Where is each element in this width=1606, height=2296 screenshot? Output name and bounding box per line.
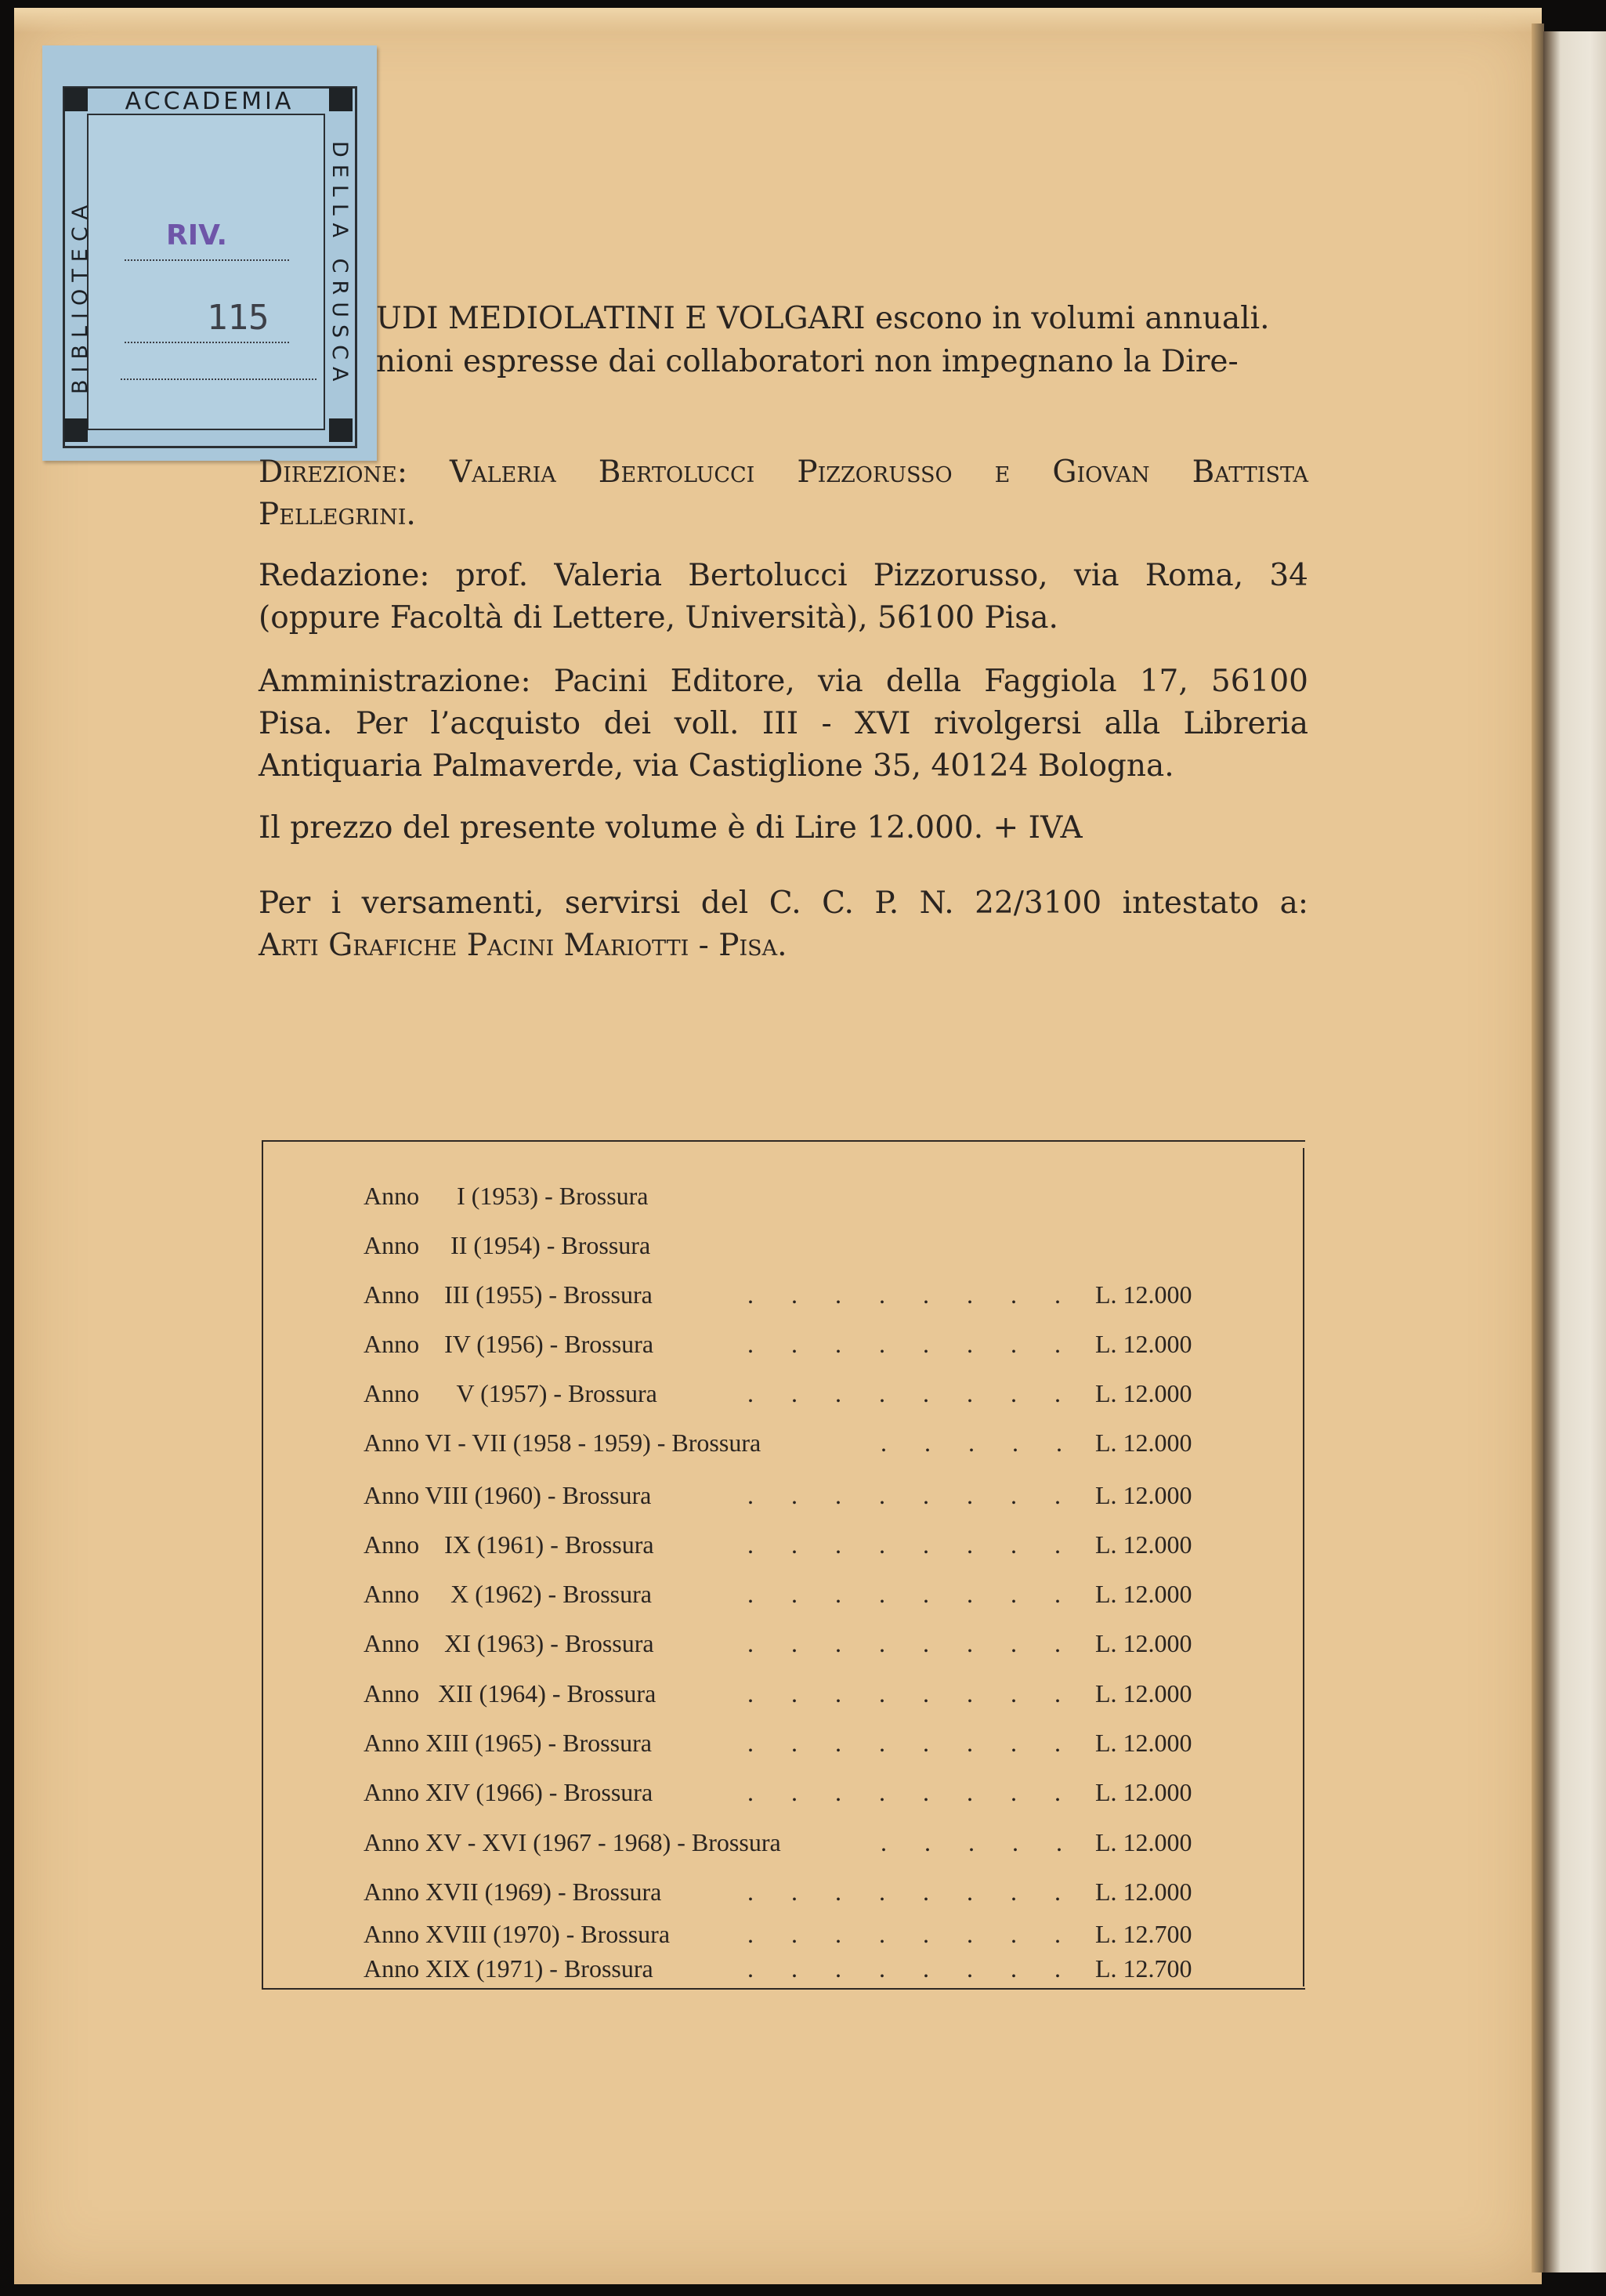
row-volume-label: Anno XII (1964) - Brossura bbox=[364, 1679, 657, 1708]
label-riv-stamp: RIV. bbox=[166, 219, 228, 252]
table-row bbox=[364, 1679, 1210, 1718]
table-row bbox=[364, 1379, 1210, 1418]
label-dotted-line bbox=[121, 378, 316, 380]
row-volume-label: Anno VIII (1960) - Brossura bbox=[364, 1481, 652, 1509]
row-leader-dots: . . . . . . . . bbox=[747, 1679, 1076, 1708]
table-row bbox=[364, 1481, 1210, 1520]
row-price: L. 12.000 bbox=[1095, 1379, 1192, 1407]
table-row bbox=[364, 1182, 1210, 1221]
intro-line-1: UDI MEDIOLATINI E VOLGARI escono in volumi annuali. bbox=[376, 301, 1270, 336]
table-row bbox=[364, 1629, 1210, 1668]
redazione-line-2: (oppure Facoltà di Lettere, Università), 56100 Pisa. bbox=[259, 600, 1058, 636]
row-volume-label: Anno XIII (1965) - Brossura bbox=[364, 1729, 652, 1757]
row-volume-label: Anno XVIII (1970) - Brossura bbox=[364, 1920, 671, 1948]
amministrazione-line-2: Pisa. Per l’acquisto dei voll. III - XVI rivolgersi alla Libreria bbox=[259, 706, 1308, 741]
row-price: L. 12.700 bbox=[1095, 1920, 1192, 1948]
row-volume-label: Anno XIV (1966) - Brossura bbox=[364, 1778, 653, 1806]
library-label bbox=[42, 45, 377, 461]
row-leader-dots: . . . . . bbox=[881, 1828, 1078, 1856]
label-dotted-line bbox=[125, 342, 289, 343]
amministrazione-line-3: Antiquaria Palmaverde, via Castiglione 35, 40124 Bologna. bbox=[259, 748, 1174, 784]
direzione-line-2: Pellegrini. bbox=[259, 497, 416, 532]
row-volume-label: Anno XVII (1969) - Brossura bbox=[364, 1878, 662, 1906]
versamenti-line-1: Per i versamenti, servirsi del C. C. P. N. 22/3100 intestato a: bbox=[259, 885, 1308, 921]
label-left-text: BIBLIOTECA bbox=[68, 197, 92, 395]
row-leader-dots: . . . . . . . . bbox=[747, 1530, 1076, 1559]
price-table-right-rule bbox=[1303, 1148, 1304, 1986]
table-row bbox=[364, 1878, 1210, 1917]
row-leader-dots: . . . . . . . . bbox=[747, 1280, 1076, 1309]
row-volume-label: Anno V (1957) - Brossura bbox=[364, 1379, 657, 1407]
label-inner-box bbox=[87, 114, 325, 430]
row-volume-label: Anno IV (1956) - Brossura bbox=[364, 1330, 654, 1358]
label-shelf-number: 115 bbox=[207, 298, 269, 338]
page-top-edge bbox=[14, 8, 1542, 33]
row-leader-dots: . . . . . . . . bbox=[747, 1379, 1076, 1407]
row-leader-dots: . . . . . . . . bbox=[747, 1778, 1076, 1806]
row-leader-dots: . . . . . . . . bbox=[747, 1330, 1076, 1358]
row-price: L. 12.700 bbox=[1095, 1954, 1192, 1983]
table-row bbox=[364, 1429, 1210, 1468]
row-price: L. 12.000 bbox=[1095, 1580, 1192, 1608]
table-row bbox=[364, 1280, 1210, 1320]
row-price: L. 12.000 bbox=[1095, 1729, 1192, 1757]
table-row bbox=[364, 1580, 1210, 1619]
redazione-line-1: Redazione: prof. Valeria Bertolucci Pizzorusso, via Roma, 34 bbox=[259, 558, 1308, 593]
table-row bbox=[364, 1954, 1210, 1994]
table-row bbox=[364, 1231, 1210, 1270]
versamenti-line-2: Arti Grafiche Pacini Mariotti - Pisa. bbox=[259, 928, 787, 963]
row-leader-dots: . . . . . . . . bbox=[747, 1729, 1076, 1757]
row-leader-dots: . . . . . . . . bbox=[747, 1629, 1076, 1657]
price-note: Il prezzo del presente volume è di Lire 12.000. + IVA bbox=[259, 810, 1083, 846]
table-row bbox=[364, 1330, 1210, 1369]
row-price: L. 12.000 bbox=[1095, 1530, 1192, 1559]
row-volume-label: Anno II (1954) - Brossura bbox=[364, 1231, 651, 1259]
label-top-text: ACCADEMIA bbox=[125, 88, 295, 115]
row-price: L. 12.000 bbox=[1095, 1280, 1192, 1309]
row-leader-dots: . . . . . . . . bbox=[747, 1954, 1076, 1983]
amministrazione-line-1: Amministrazione: Pacini Editore, via della Faggiola 17, 56100 bbox=[259, 664, 1308, 699]
table-row bbox=[364, 1828, 1210, 1867]
row-leader-dots: . . . . . . . . bbox=[747, 1920, 1076, 1948]
row-price: L. 12.000 bbox=[1095, 1481, 1192, 1509]
row-price: L. 12.000 bbox=[1095, 1429, 1192, 1457]
row-volume-label: Anno X (1962) - Brossura bbox=[364, 1580, 652, 1608]
row-price: L. 12.000 bbox=[1095, 1778, 1192, 1806]
direzione-line-1: Direzione: Valeria Bertolucci Pizzorusso e Giovan Battista bbox=[259, 454, 1308, 490]
row-price: L. 12.000 bbox=[1095, 1878, 1192, 1906]
row-price: L. 12.000 bbox=[1095, 1679, 1192, 1708]
table-row bbox=[364, 1729, 1210, 1768]
intro-line-2: nioni espresse dai collaboratori non impegnano la Dire- bbox=[376, 344, 1239, 379]
row-leader-dots: . . . . . . . . bbox=[747, 1481, 1076, 1509]
rear-cover-edge bbox=[1543, 31, 1606, 2272]
table-row bbox=[364, 1778, 1210, 1817]
label-corner-square bbox=[329, 418, 353, 442]
row-leader-dots: . . . . . . . . bbox=[747, 1878, 1076, 1906]
row-volume-label: Anno VI - VII (1958 - 1959) - Brossura bbox=[364, 1429, 761, 1457]
label-right-text: DELLA CRUSCA bbox=[327, 141, 352, 389]
table-row bbox=[364, 1530, 1210, 1570]
row-volume-label: Anno IX (1961) - Brossura bbox=[364, 1530, 654, 1559]
label-dotted-line bbox=[125, 259, 289, 261]
row-price: L. 12.000 bbox=[1095, 1330, 1192, 1358]
spine bbox=[1532, 24, 1544, 2272]
table-row bbox=[364, 1920, 1210, 1959]
row-price: L. 12.000 bbox=[1095, 1828, 1192, 1856]
row-volume-label: Anno I (1953) - Brossura bbox=[364, 1182, 649, 1210]
row-volume-label: Anno XI (1963) - Brossura bbox=[364, 1629, 654, 1657]
row-leader-dots: . . . . . bbox=[881, 1429, 1078, 1457]
row-price: L. 12.000 bbox=[1095, 1629, 1192, 1657]
row-volume-label: Anno III (1955) - Brossura bbox=[364, 1280, 653, 1309]
row-volume-label: Anno XIX (1971) - Brossura bbox=[364, 1954, 653, 1983]
row-leader-dots: . . . . . . . . bbox=[747, 1580, 1076, 1608]
row-volume-label: Anno XV - XVI (1967 - 1968) - Brossura bbox=[364, 1828, 781, 1856]
